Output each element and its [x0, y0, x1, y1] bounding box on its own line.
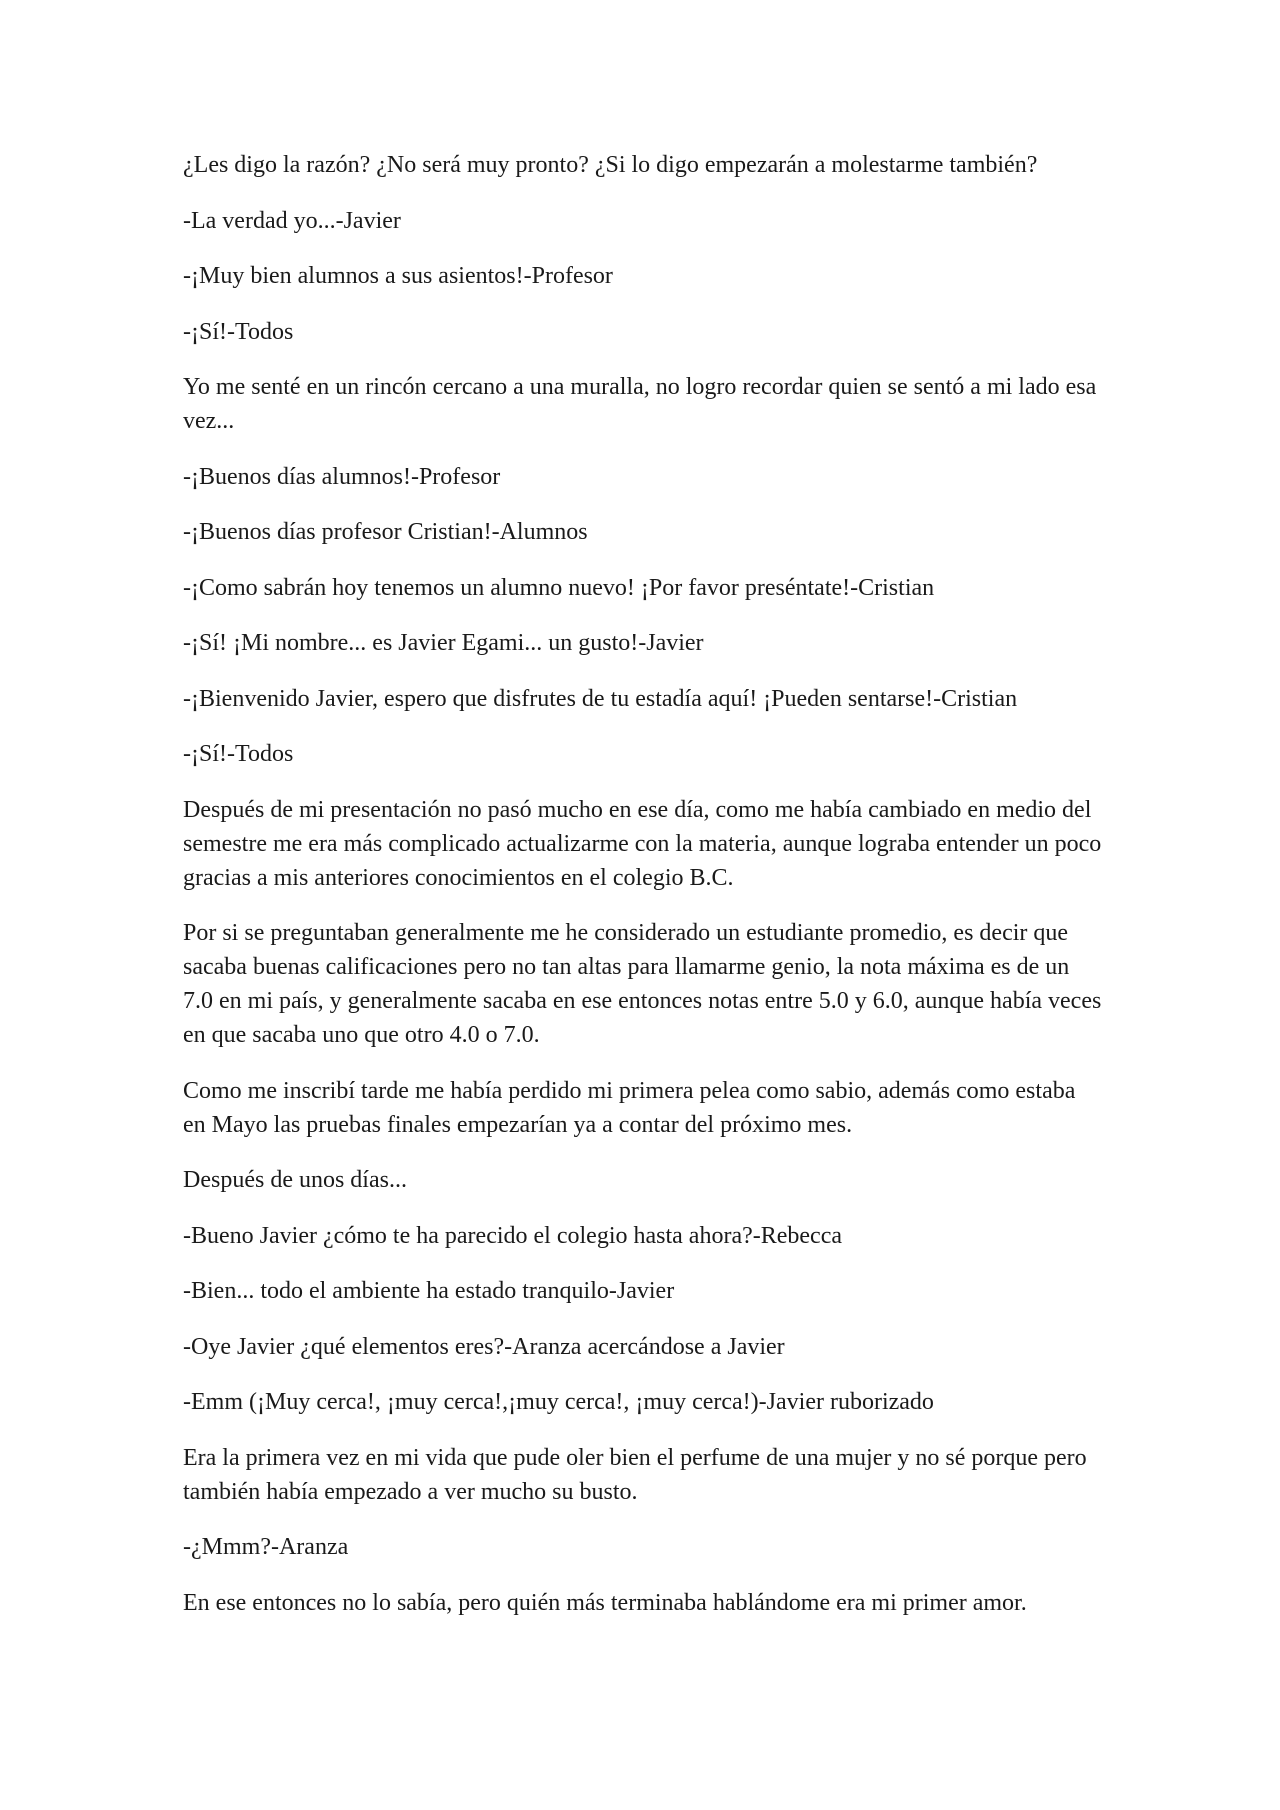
paragraph: -¡Sí!-Todos — [183, 318, 294, 345]
paragraph: -¿Mmm?-Aranza — [183, 1534, 349, 1560]
paragraph: Era la primera vez en mi vida que pude oler bien el perfume de una mujer y no sé porque pero también había empezado a ver mucho su busto. — [183, 1444, 1087, 1505]
paragraph: -Bien... todo el ambiente ha estado tranquilo-Javier — [183, 1278, 675, 1304]
paragraph: En ese entonces no lo sabía, pero quién más terminaba hablándome era mi primer amor. — [183, 1589, 1027, 1616]
paragraph: Después de unos días... — [183, 1167, 407, 1193]
paragraph: Después de mi presentación no pasó mucho en ese día, como me había cambiado en medio del semestre me era más complicado actualizarme con la materia, aunque lograba entender un poco gracias a mis anteriores conocimientos en el colegio B.C. — [183, 796, 1102, 891]
paragraph: -¡Como sabrán hoy tenemos un alumno nuevo! ¡Por favor preséntate!-Cristian — [183, 574, 935, 601]
paragraph: Como me inscribí tarde me había perdido mi primera pelea como sabio, además como estaba en Mayo las pruebas finales empezarían ya a contar del próximo mes. — [183, 1077, 1076, 1138]
paragraph: ¿Les digo la razón? ¿No será muy pronto? ¿Si lo digo empezarán a molestarme también? — [183, 152, 1038, 178]
paragraph: Yo me senté en un rincón cercano a una muralla, no logro recordar quien se sentó a mi lado esa vez... — [183, 374, 1097, 434]
paragraph: -Bueno Javier ¿cómo te ha parecido el colegio hasta ahora?-Rebecca — [183, 1222, 843, 1249]
paragraph: -¡Sí!-Todos — [183, 741, 294, 767]
paragraph: Por si se preguntaban generalmente me he considerado un estudiante promedio, es decir que sacaba buenas calificaciones pero no tan altas para llamarme genio, la nota máxima es de un 7.0 en mi país, y generalmente sacaba en ese entonces notas entre 5.0 y 6.0, aunque había veces en que sacaba uno que otro 4.0 o 7.0. — [183, 920, 1102, 1048]
paragraph: -¡Bienvenido Javier, espero que disfrutes de tu estadía aquí! ¡Pueden sentarse!-Cristian — [183, 685, 1018, 712]
paragraph: -Emm (¡Muy cerca!, ¡muy cerca!,¡muy cerca!, ¡muy cerca!)-Javier ruborizado — [183, 1389, 934, 1415]
paragraph: -¡Buenos días profesor Cristian!-Alumnos — [183, 519, 588, 545]
paragraph: -¡Sí! ¡Mi nombre... es Javier Egami... un gusto!-Javier — [183, 630, 704, 656]
document-body — [183, 148, 1103, 1641]
paragraph: -¡Muy bien alumnos a sus asientos!-Profesor — [183, 263, 613, 289]
paragraph: -¡Buenos días alumnos!-Profesor — [183, 463, 501, 490]
paragraph: -La verdad yo...-Javier — [183, 207, 401, 234]
paragraph: -Oye Javier ¿qué elementos eres?-Aranza acercándose a Javier — [183, 1333, 785, 1360]
